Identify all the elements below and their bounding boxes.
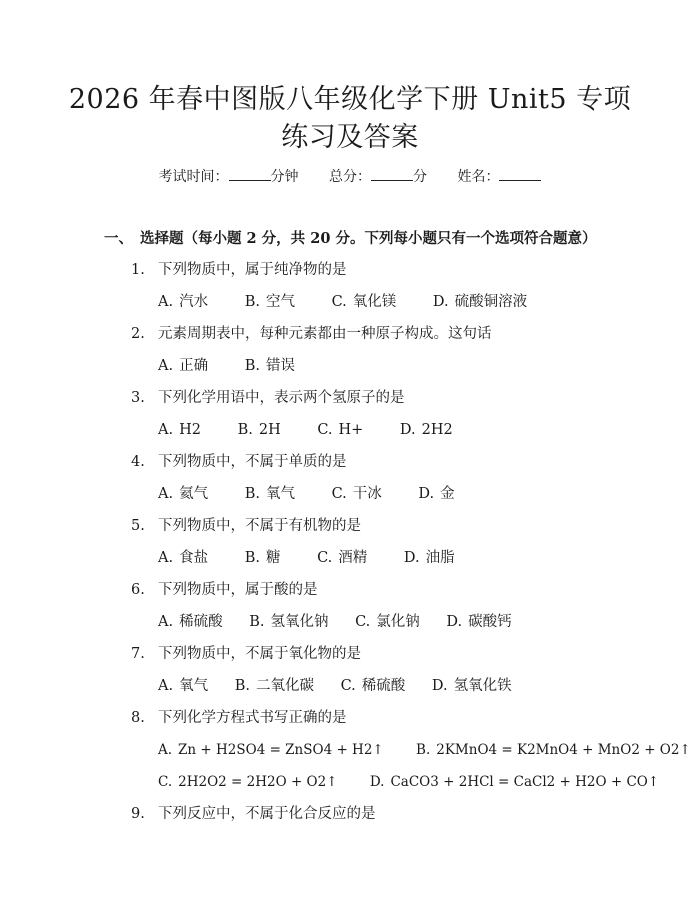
- option-a[interactable]: A. H2: [158, 422, 201, 438]
- option-b[interactable]: B. 2KMnO4 = K2MnO4 + MnO2 + O2↑: [416, 742, 691, 758]
- exam-time: [159, 166, 299, 188]
- option-c[interactable]: C. 干冰: [331, 486, 382, 502]
- question-6: [131, 579, 318, 601]
- question-5-options: [158, 547, 487, 569]
- document-title-line-2: 练习及答案: [281, 122, 419, 153]
- option-d[interactable]: D. 硫酸铜溶液: [432, 294, 528, 310]
- option-a[interactable]: A. 食盐: [158, 550, 209, 566]
- option-a[interactable]: A. 正确: [158, 358, 209, 374]
- question-1-options: [158, 291, 559, 313]
- score-unit: 分: [413, 169, 427, 185]
- question-text: 下列物质中，不属于有机物的是: [158, 518, 361, 534]
- question-number: 8.: [131, 710, 145, 726]
- question-8: [131, 707, 347, 729]
- option-d[interactable]: D. 油脂: [403, 550, 455, 566]
- question-3: [131, 387, 405, 409]
- question-7-options: [158, 675, 534, 697]
- score-blank[interactable]: [371, 166, 413, 181]
- option-b[interactable]: B. 二氧化碳: [234, 678, 314, 694]
- question-text: 元素周期表中，每种元素都由一种原子构成。这句话: [158, 326, 492, 342]
- option-c[interactable]: C. 酒精: [317, 550, 368, 566]
- question-7: [131, 643, 361, 665]
- exam-score: [329, 166, 427, 188]
- option-c[interactable]: C. 稀硫酸: [340, 678, 406, 694]
- option-d[interactable]: D. 金: [418, 486, 455, 502]
- question-text: 下列物质中，属于纯净物的是: [158, 262, 347, 278]
- exam-name: [457, 166, 541, 188]
- question-number: 5.: [131, 518, 145, 534]
- question-number: 1.: [131, 262, 145, 278]
- question-number: 7.: [131, 646, 145, 662]
- option-c[interactable]: C. 氧化镁: [331, 294, 397, 310]
- question-4-options: [158, 483, 487, 505]
- question-text: 下列物质中，不属于氧化物的是: [158, 646, 361, 662]
- option-d[interactable]: D. CaCO3 + 2HCl = CaCl2 + H2O + CO↑: [369, 774, 660, 790]
- question-8-options-row-2: [158, 771, 659, 793]
- section-heading: [104, 228, 596, 250]
- question-text: 下列化学用语中，表示两个氢原子的是: [158, 390, 405, 406]
- question-8-options-row-1: [158, 739, 691, 761]
- question-text: 下列物质中，不属于单质的是: [158, 454, 347, 470]
- option-b[interactable]: B. 空气: [244, 294, 295, 310]
- option-b[interactable]: B. 2H: [237, 422, 281, 438]
- option-a[interactable]: A. 稀硫酸: [158, 614, 223, 630]
- time-unit: 分钟: [270, 169, 299, 185]
- section-text: 选择题（每小题 2 分，共 20 分。下列每小题只有一个选项符合题意）: [140, 230, 597, 247]
- question-1: [131, 259, 347, 281]
- option-d[interactable]: D. 氢氧化铁: [431, 678, 512, 694]
- option-b[interactable]: B. 氧气: [244, 486, 295, 502]
- score-label: 总分：: [329, 169, 371, 185]
- question-5: [131, 515, 361, 537]
- option-c[interactable]: C. H+: [317, 422, 364, 438]
- option-b[interactable]: B. 错误: [244, 358, 295, 374]
- question-2-options: [158, 355, 327, 377]
- option-a[interactable]: A. 氧气: [158, 678, 209, 694]
- question-9: [131, 803, 376, 825]
- option-a[interactable]: A. Zn + H2SO4 = ZnSO4 + H2↑: [158, 742, 384, 758]
- option-d[interactable]: D. 2H2: [399, 422, 453, 438]
- question-number: 9.: [131, 806, 145, 822]
- option-d[interactable]: D. 碳酸钙: [446, 614, 512, 630]
- option-c[interactable]: C. 2H2O2 = 2H2O + O2↑: [158, 774, 338, 790]
- question-2: [131, 323, 492, 345]
- question-6-options: [158, 611, 534, 633]
- option-b[interactable]: B. 氢氧化钠: [249, 614, 329, 630]
- option-b[interactable]: B. 糖: [244, 550, 281, 566]
- question-text: 下列反应中，不属于化合反应的是: [158, 806, 376, 822]
- exam-meta: [0, 166, 700, 188]
- name-label: 姓名：: [457, 169, 500, 185]
- option-c[interactable]: C. 氯化钠: [355, 614, 420, 630]
- question-number: 3.: [131, 390, 145, 406]
- question-number: 2.: [131, 326, 145, 342]
- option-a[interactable]: A. 汽水: [158, 294, 209, 310]
- question-text: 下列物质中，属于酸的是: [158, 582, 318, 598]
- question-number: 6.: [131, 582, 145, 598]
- section-number: 一、: [104, 230, 133, 247]
- document-title-line-1: 2026 年春中图版八年级化学下册 Unit5 专项: [68, 84, 632, 115]
- question-4: [131, 451, 347, 473]
- time-blank[interactable]: [229, 166, 271, 181]
- option-a[interactable]: A. 氦气: [158, 486, 209, 502]
- time-label: 考试时间：: [158, 169, 229, 185]
- question-text: 下列化学方程式书写正确的是: [158, 710, 347, 726]
- question-number: 4.: [131, 454, 145, 470]
- name-blank[interactable]: [499, 166, 541, 181]
- question-3-options: [158, 419, 485, 441]
